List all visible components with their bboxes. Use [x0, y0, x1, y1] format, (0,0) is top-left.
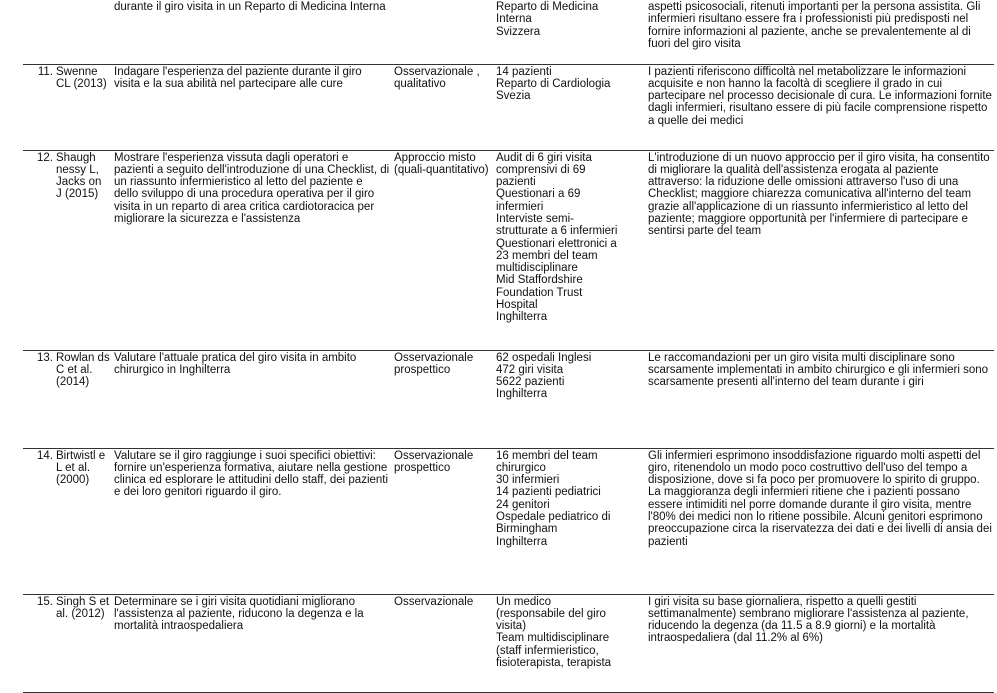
sample-line: (staff infermieristico, — [496, 644, 599, 657]
row-number: 12. — [37, 151, 53, 164]
sample-cell — [494, 350, 646, 448]
study-cell — [23, 350, 112, 448]
sample-line: Interviste semi- — [496, 212, 574, 225]
row-number: 15. — [37, 595, 53, 608]
design-cell: Approccio misto (quali-quantitativo) — [392, 150, 494, 350]
design-cell: Osservazionale prospettico — [392, 350, 494, 448]
sample-line: Un medico — [496, 595, 551, 608]
row-number: 13. — [37, 351, 53, 364]
sample-line: Reparto di Medicina — [496, 1, 599, 13]
sample-line: visita) — [496, 620, 527, 633]
design-cell — [392, 0, 494, 64]
objective-cell: durante il giro visita in un Reparto di Medicina Interna — [112, 0, 392, 64]
table-row — [23, 64, 994, 150]
objective-cell: Indagare l'esperienza del paziente durante il giro visita e la sua abilità nel partecipare alle cure — [112, 64, 392, 150]
objective-cell: Mostrare l'esperienza vissuta dagli operatori e pazienti a seguito dell'introduzione di una Checklist, di un riassunto infermieristico al letto del paziente e dello sviluppo di una procedura operativa per il giro visita in un reparto di area critica cardiotoracica per migliorare la sicurezza e l'assistenza — [112, 150, 392, 350]
results-cell: L'introduzione di un nuovo approccio per il giro visita, ha consentito di migliorare la qualità dell'assistenza erogata al paziente attraverso: la riduzione delle omissioni attraverso l'uso di una Checklist; maggiore chiarezza comunicativa all'interno del team grazie all'applicazione di un riassunto infermieristico al letto del paziente; maggiore opportunità per l'infermiere di partecipare e sentirsi parte del team — [646, 150, 994, 350]
design-cell: Osservazionale — [392, 594, 494, 692]
sample-line: Questionari elettronici a — [496, 237, 617, 250]
sample-line: Svezia — [496, 90, 531, 103]
results-cell: Gli infermieri esprimono insoddisfazione riguardo molti aspetti del giro, ritenendolo un modo poco costruttivo dell'uso del tempo a disposizione, dove si fa poco per promuovere lo spirito di gruppo. La maggioranza degli infermieri ritiene che i pazienti possano essere intimiditi nel porre domande durante il giro visita, mentre l'80% dei medici non lo ritiene possibile. Alcuni genitori esprimono preoccupazione circa la riservatezza dei dati e dei livelli di ansia dei pazienti — [646, 448, 994, 594]
table-row — [23, 0, 994, 64]
author-text: Rowlan ds C et al. (2014) — [56, 351, 110, 389]
sample-line: Reparto di Cardiologia — [496, 77, 611, 90]
sample-line: Inghilterra — [496, 311, 548, 324]
row-number: 11. — [37, 65, 53, 78]
sample-line: (responsabile del giro — [496, 607, 606, 620]
sample-line: multidisciplinare — [496, 262, 578, 275]
sample-cell — [494, 0, 646, 64]
sample-line: Audit di 6 giri visita — [496, 151, 592, 164]
sample-cell — [494, 64, 646, 150]
row-number: 14. — [37, 449, 53, 462]
sample-line: chirurgico — [496, 461, 546, 474]
objective-cell: Valutare se il giro raggiunge i suoi specifici obiettivi: fornire un'esperienza formativa, aiutare nella gestione clinica ed esplorare le attitudini dello staff, dei pazienti e dei loro genitori riguardo il giro. — [112, 448, 392, 594]
sample-line: 24 genitori — [496, 498, 550, 511]
sample-line: Team multidisciplinare — [496, 632, 610, 645]
sample-line: 5622 pazienti — [496, 376, 565, 389]
sample-line: 23 membri del team — [496, 249, 598, 262]
author-text: Singh S et al. (2012) — [56, 595, 110, 620]
study-cell — [23, 594, 112, 692]
results-cell: I giri visita su base giornaliera, rispetto a quelli gestiti settimanalmente) sembrano migliorare l'assistenza al paziente, riducendo la degenza (da 11.5 a 8.9 giorni) e la mortalità intraospedaliera (dal 11.2% al 6%) — [646, 594, 994, 692]
study-cell — [23, 448, 112, 594]
study-cell — [23, 64, 112, 150]
sample-cell — [494, 150, 646, 350]
sample-line: Svizzera — [496, 25, 541, 38]
literature-review-table — [23, 0, 994, 693]
results-cell: aspetti psicosociali, ritenuti importanti per la persona assistita. Gli infermieri risultano essere fra i professionisti più predisposti nel fornire informazioni al paziente, anche se prevalentemente al di fuori del giro visita — [646, 0, 994, 64]
sample-line: Mid Staffordshire — [496, 274, 583, 287]
sample-cell — [494, 448, 646, 594]
design-cell: Osservazionale prospettico — [392, 448, 494, 594]
author-text: Birtwistl e L et al. (2000) — [56, 449, 106, 487]
sample-line: 16 membri del team — [496, 449, 598, 462]
author-text: Swenne CL (2013) — [56, 65, 107, 90]
sample-line: fisioterapista, terapista — [496, 656, 612, 669]
table-row — [23, 350, 994, 448]
sample-line: strutturate a 6 infermieri — [496, 225, 618, 238]
results-cell: I pazienti riferiscono difficoltà nel metabolizzare le informazioni acquisite e non hanno la facoltà di scegliere il grado in cui partecipare nel processo decisionale di cura. Le informazioni fornite dagli infermieri, risultano essere di più facile comprensione rispetto a quelle dei medici — [646, 64, 994, 150]
study-cell — [23, 0, 112, 64]
sample-line: 62 ospedali Inglesi — [496, 351, 592, 364]
sample-cell — [494, 594, 646, 692]
sample-line: 14 pazienti — [496, 65, 552, 78]
sample-line: Inghilterra — [496, 388, 548, 401]
sample-line: infermieri — [496, 200, 544, 213]
author-text: Shaugh nessy L, Jacks on J (2015) — [56, 151, 102, 201]
sample-line: comprensivi di 69 — [496, 163, 586, 176]
sample-line: 30 infermieri — [496, 474, 560, 487]
sample-line: Questionari a 69 — [496, 188, 581, 201]
sample-line: pazienti — [496, 176, 536, 189]
sample-line: Birmingham — [496, 523, 558, 536]
objective-cell: Valutare l'attuale pratica del giro visita in ambito chirurgico in Inghilterra — [112, 350, 392, 448]
design-cell: Osservazionale , qualitativo — [392, 64, 494, 150]
results-cell: Le raccomandazioni per un giro visita multi disciplinare sono scarsamente implementati in ambito chirurgico e gli infermieri sono scarsamente presenti all'interno del team durante i giri — [646, 350, 994, 448]
sample-line: Inghilterra — [496, 535, 548, 548]
study-cell — [23, 150, 112, 350]
sample-line: Hospital — [496, 299, 538, 312]
table-row — [23, 150, 994, 350]
sample-line: Foundation Trust — [496, 286, 583, 299]
table-row — [23, 448, 994, 594]
objective-cell: Determinare se i giri visita quotidiani migliorano l'assistenza al paziente, riducono la degenza e la mortalità intraospedaliera — [112, 594, 392, 692]
sample-line: Ospedale pediatrico di — [496, 510, 611, 523]
sample-line: 472 giri visita — [496, 363, 564, 376]
sample-line: Interna — [496, 13, 532, 26]
table-row — [23, 594, 994, 692]
table-body — [23, 0, 994, 692]
sample-line: 14 pazienti pediatrici — [496, 486, 601, 499]
